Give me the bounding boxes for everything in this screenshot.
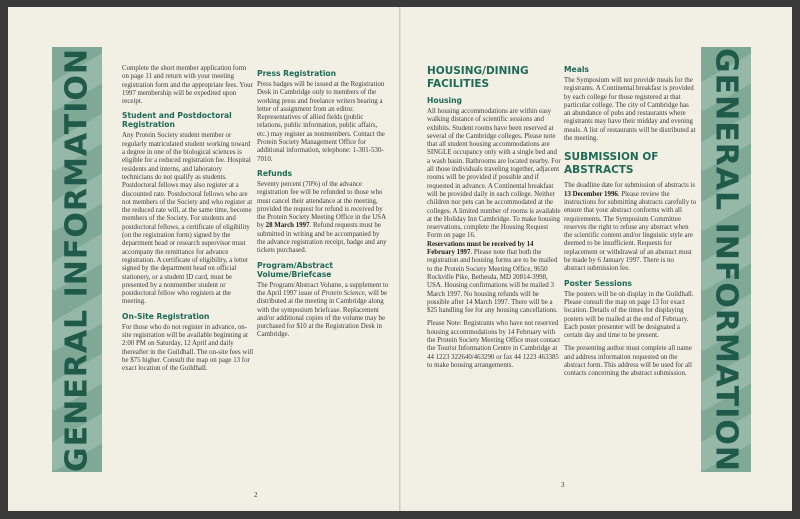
left-page-column-2 (257, 65, 389, 345)
housing-heading: Housing (427, 96, 462, 105)
poster-sessions-heading: Poster Sessions (564, 278, 632, 288)
refund-deadline: 28 March 1997 (265, 222, 310, 230)
program-volume-heading: Program/Abstract Volume/Briefcase (257, 260, 333, 279)
abstracts-text: The deadline date for submission of abstracts is 13 December 1996. Please review the instructions for submitting abstracts carefully to ensure that your abstract conforms with all requirements. The Symposium Committee reserves the right to refuse any abstract when the scientific content and/or linguistic style are deemed to be insufficient. Requests for replacement or withdrawal of an abstract must be made by 6 January 1997. There is no abstract submission fee. (564, 182, 697, 273)
meals-heading: Meals (564, 65, 589, 74)
page-number-right: 3 (561, 481, 565, 489)
brochure-spread (8, 7, 792, 511)
onsite-registration-text: For those who do not register in advance, on-site registration will be available beginning at 2:00 PM on Saturday, 12 April and daily thereafter in the Guildhall. The on-site fees will be $75 higher. Consult the map on page 13 for exact location of the Guildhall. (122, 323, 254, 373)
section-label-right: GENERAL INFORMATION (708, 47, 744, 472)
housing-note: Please Note: Registrants who have not reserved housing accommodations by 14 February with the Protein Society Meeting Office must contact the Tourist Information Centre in Cambridge at 44 1223 322640/463290 or fax 44 1223 463385 to make housing arrangements. (427, 320, 561, 369)
journal-title: Protein Science (321, 289, 365, 297)
left-section-band (52, 47, 102, 472)
right-section-band (701, 47, 751, 472)
housing-dining-heading: HOUSING/DINING FACILITIES (427, 65, 529, 90)
refunds-heading: Refunds (257, 168, 293, 178)
page-gutter (399, 7, 401, 511)
section-label-left: GENERAL INFORMATION (59, 47, 95, 472)
right-page-column-2 (564, 65, 697, 384)
press-registration-heading: Press Registration (257, 69, 337, 78)
page-number-left: 2 (254, 491, 258, 499)
housing-text: All housing accommodations are within easy walking distance of scientific sessions and exhibits. Student rooms have been reserved at several of the Cambridge colleges. Please note that all student housing accommodations are SINGLE occupancy only with a single bed and a wash basin. Bathrooms are located nearby. For all those individuals traveling together, adjacent rooms will be provided if possible and if requested in advance. A Continental breakfast will be provided daily in each college. Neither children nor pets can be accommodated at the colleges. A limited number of rooms is available at the Holiday Inn Cambridge. To make housing reservations, complete the Housing Request Form on page 16. (427, 108, 561, 240)
housing-deadline: Reservations must be received by 14 February 1997 (427, 240, 534, 257)
abstract-deadline: 13 December 1996 (564, 190, 618, 198)
press-registration-text: Press badges will be issued at the Registration Desk in Cambridge only to members of the working press and freelance writers bearing a letter of assignment from an editor. Representatives of allied fields (public relations, public information, public affairs, etc.) may register as nonmembers. Contact the Protein Society Management Office for additional information, telephone: 1-301-530-7010. (257, 81, 385, 163)
poster-sessions-text: The posters will be on display in the Guildhall. Please consult the map on page 13 for exact location. Details of the times for displaying posters will be mailed at the end of February. Each poster presenter will be designated a certain day and time to be present. (564, 290, 694, 340)
meals-text: The Symposium will not provide meals for the registrants. A Continental breakfast is provided by each college for those registered at that particular college. The city of Cambridge has an abundance of pubs and restaurants where registrants may have their midday and evening meals. A list of restaurants will be distributed at the meeting. (564, 77, 696, 143)
left-page-column-1 (122, 65, 254, 379)
housing-deadline-text: Reservations must be received by 14 February 1997. Please note that both the registration and housing forms are to be mailed to the Protein Society Meeting Office, 9650 Rockville Pike, Bethesda, MD 20814-3998, USA. Housing confirmations will be mailed 3 March 1997. No housing refunds will be possible after 14 March 1997. There will be a $25 handling fee for any housing cancellations. (427, 240, 558, 315)
onsite-registration-heading: On-Site Registration (122, 311, 210, 321)
student-registration-text: Any Protein Society student member or regularly matriculated student working toward a degree in one of the biological sciences is eligible for a reduced registration fee. Hospital residents and interns, and laboratory technicians do not qualify as students. Postdoctoral fellows may also register at a discounted rate. Postdoctoral fellows who are not members of the Society and who register at the reduced rate will, at the same time, become members of the Society. For students and postdoctoral fellows, a certificate of eligibility (on the registration form) signed by the department head or research supervisor must accompany the remittance for advance registration. A certificate of eligibility, a letter signed by the department head on official stationery, or a student ID card, must be presented by a nonmember student or postdoctoral fellow who registers at the meeting. (122, 132, 253, 306)
refunds-text: Seventy percent (70%) of the advance registration fee will be refunded to those who must cancel their attendance at the meeting, provided the request for refund is received by the Protein Society Meeting Office in the USA by 28 March 1997. Refund requests must be submitted in writing and be accompanied by the advance registration receipt, badge and any tickets purchased. (257, 180, 387, 255)
abstracts-heading: SUBMISSION OF ABSTRACTS (564, 151, 659, 177)
program-volume-text: The Program/Abstract Volume, a supplement to the April 1997 issue of Protein Science, will be distributed at the meeting in Cambridge along with the symposium briefcase. Replacement and/or additional copies of the volume may be purchased for $10 at the Registration Desk in Cambridge. (257, 281, 389, 339)
right-page-column-1 (427, 65, 561, 375)
membership-intro: Complete the short member application form on page 11 and return with your meeting registration form and the appropriate fees. Your 1997 membership will be expedited upon receipt. (122, 65, 253, 106)
presenting-author-text: The presenting author must complete all name and address information requested on the abstract form. This address will be used for all contacts concerning the abstract submission. (564, 345, 692, 378)
student-registration-heading: Student and Postdoctoral Registration (122, 111, 232, 130)
